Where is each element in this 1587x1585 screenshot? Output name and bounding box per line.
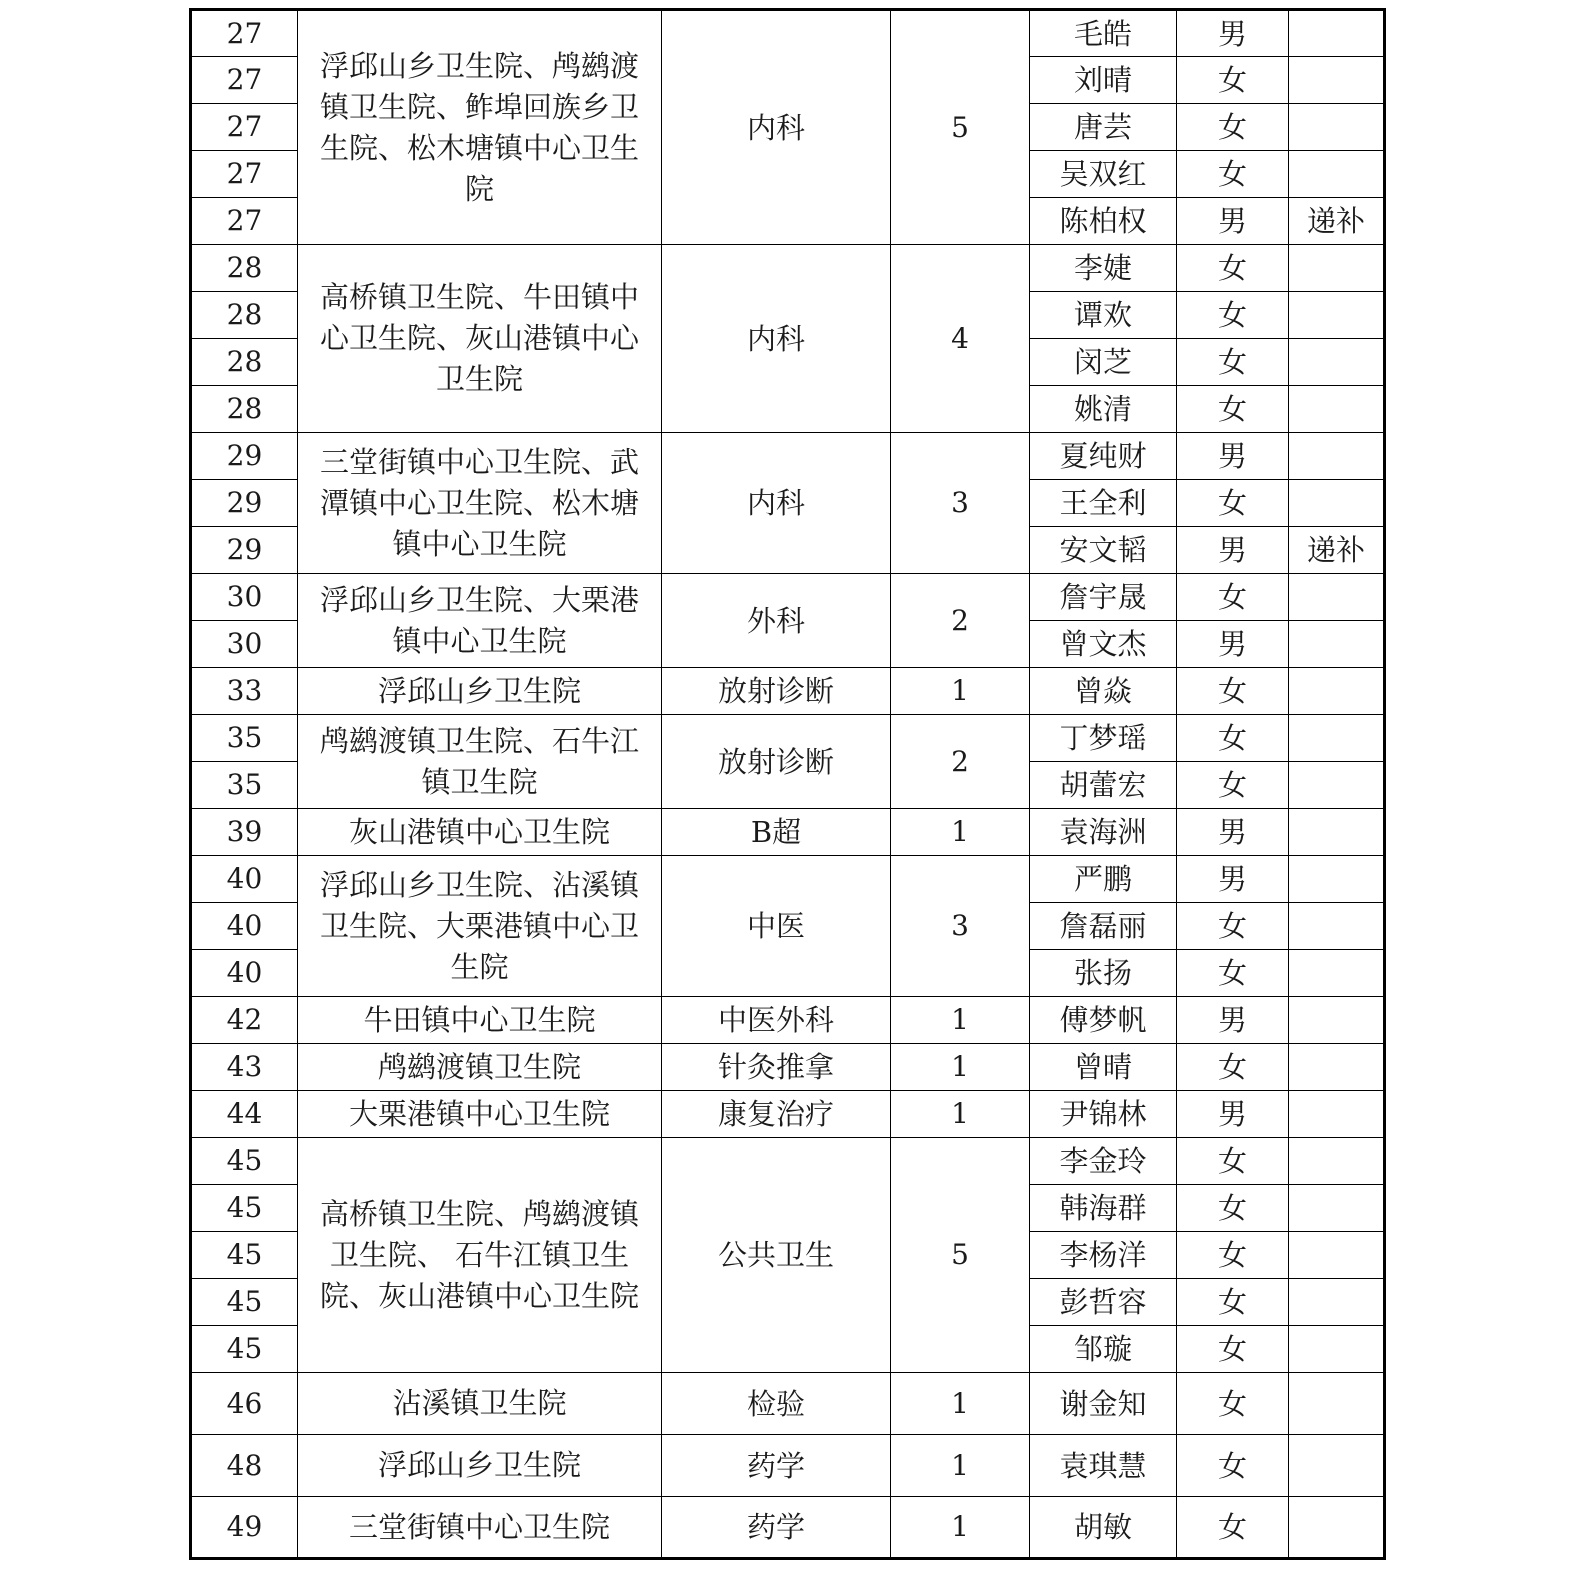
note-cell — [1289, 1138, 1385, 1185]
note-cell — [1289, 903, 1385, 950]
post-number-cell: 46 — [191, 1373, 298, 1435]
gender-cell: 女 — [1177, 903, 1289, 950]
count-cell: 1 — [891, 1435, 1030, 1497]
post-number-cell: 27 — [191, 198, 298, 245]
count-cell: 4 — [891, 245, 1030, 433]
unit-cell: 高桥镇卫生院、牛田镇中心卫生院、灰山港镇中心卫生院 — [298, 245, 662, 433]
unit-cell: 浮邱山乡卫生院、大栗港镇中心卫生院 — [298, 574, 662, 668]
gender-cell: 男 — [1177, 527, 1289, 574]
gender-cell: 女 — [1177, 1232, 1289, 1279]
table-row — [191, 997, 1385, 1044]
name-cell: 丁梦瑶 — [1030, 715, 1177, 762]
unit-cell: 牛田镇中心卫生院 — [298, 997, 662, 1044]
note-cell — [1289, 104, 1385, 151]
name-cell: 吴双红 — [1030, 151, 1177, 198]
major-cell: 针灸推拿 — [662, 1044, 891, 1091]
note-cell — [1289, 151, 1385, 198]
name-cell: 袁琪慧 — [1030, 1435, 1177, 1497]
note-cell — [1289, 1373, 1385, 1435]
table-row — [191, 809, 1385, 856]
post-number-cell: 49 — [191, 1497, 298, 1559]
table-row — [191, 668, 1385, 715]
gender-cell: 女 — [1177, 574, 1289, 621]
note-cell — [1289, 1185, 1385, 1232]
gender-cell: 女 — [1177, 1279, 1289, 1326]
post-number-cell: 35 — [191, 715, 298, 762]
name-cell: 彭哲容 — [1030, 1279, 1177, 1326]
gender-cell: 女 — [1177, 57, 1289, 104]
post-number-cell: 45 — [191, 1138, 298, 1185]
note-cell — [1289, 715, 1385, 762]
post-number-cell: 27 — [191, 151, 298, 198]
post-number-cell: 48 — [191, 1435, 298, 1497]
gender-cell: 女 — [1177, 1044, 1289, 1091]
major-cell: B超 — [662, 809, 891, 856]
gender-cell: 男 — [1177, 621, 1289, 668]
gender-cell: 男 — [1177, 10, 1289, 57]
name-cell: 严鹏 — [1030, 856, 1177, 903]
gender-cell: 女 — [1177, 1497, 1289, 1559]
name-cell: 韩海群 — [1030, 1185, 1177, 1232]
gender-cell: 女 — [1177, 1138, 1289, 1185]
gender-cell: 男 — [1177, 433, 1289, 480]
post-number-cell: 40 — [191, 903, 298, 950]
table-body — [191, 10, 1385, 1559]
note-cell — [1289, 809, 1385, 856]
post-number-cell: 29 — [191, 480, 298, 527]
count-cell: 3 — [891, 856, 1030, 997]
unit-cell: 灰山港镇中心卫生院 — [298, 809, 662, 856]
table-row — [191, 856, 1385, 903]
name-cell: 詹磊丽 — [1030, 903, 1177, 950]
post-number-cell: 28 — [191, 339, 298, 386]
post-number-cell: 45 — [191, 1232, 298, 1279]
major-cell: 中医 — [662, 856, 891, 997]
name-cell: 李婕 — [1030, 245, 1177, 292]
gender-cell: 女 — [1177, 762, 1289, 809]
name-cell: 袁海洲 — [1030, 809, 1177, 856]
gender-cell: 女 — [1177, 668, 1289, 715]
note-cell — [1289, 950, 1385, 997]
major-cell: 公共卫生 — [662, 1138, 891, 1373]
gender-cell: 女 — [1177, 245, 1289, 292]
table-row — [191, 433, 1385, 480]
unit-cell: 浮邱山乡卫生院、沾溪镇卫生院、大栗港镇中心卫生院 — [298, 856, 662, 997]
count-cell: 2 — [891, 574, 1030, 668]
gender-cell: 男 — [1177, 1091, 1289, 1138]
post-number-cell: 35 — [191, 762, 298, 809]
post-number-cell: 30 — [191, 621, 298, 668]
note-cell — [1289, 10, 1385, 57]
note-cell — [1289, 57, 1385, 104]
note-cell — [1289, 245, 1385, 292]
unit-cell: 大栗港镇中心卫生院 — [298, 1091, 662, 1138]
table-row — [191, 10, 1385, 57]
major-cell: 内科 — [662, 433, 891, 574]
name-cell: 陈柏权 — [1030, 198, 1177, 245]
major-cell: 中医外科 — [662, 997, 891, 1044]
table-row — [191, 1044, 1385, 1091]
post-number-cell: 39 — [191, 809, 298, 856]
post-number-cell: 29 — [191, 527, 298, 574]
note-cell — [1289, 480, 1385, 527]
post-number-cell: 45 — [191, 1185, 298, 1232]
table-row — [191, 574, 1385, 621]
unit-cell: 鸬鹚渡镇卫生院 — [298, 1044, 662, 1091]
major-cell: 药学 — [662, 1497, 891, 1559]
gender-cell: 女 — [1177, 104, 1289, 151]
major-cell: 康复治疗 — [662, 1091, 891, 1138]
gender-cell: 女 — [1177, 1435, 1289, 1497]
name-cell: 谭欢 — [1030, 292, 1177, 339]
post-number-cell: 43 — [191, 1044, 298, 1091]
name-cell: 胡敏 — [1030, 1497, 1177, 1559]
count-cell: 5 — [891, 1138, 1030, 1373]
name-cell: 曾文杰 — [1030, 621, 1177, 668]
unit-cell: 沾溪镇卫生院 — [298, 1373, 662, 1435]
gender-cell: 男 — [1177, 198, 1289, 245]
count-cell: 2 — [891, 715, 1030, 809]
name-cell: 毛皓 — [1030, 10, 1177, 57]
name-cell: 谢金知 — [1030, 1373, 1177, 1435]
gender-cell: 男 — [1177, 997, 1289, 1044]
note-cell: 递补 — [1289, 198, 1385, 245]
major-cell: 药学 — [662, 1435, 891, 1497]
name-cell: 曾晴 — [1030, 1044, 1177, 1091]
note-cell — [1289, 1091, 1385, 1138]
note-cell: 递补 — [1289, 527, 1385, 574]
post-number-cell: 27 — [191, 104, 298, 151]
note-cell — [1289, 339, 1385, 386]
table-row — [191, 245, 1385, 292]
count-cell: 1 — [891, 997, 1030, 1044]
count-cell: 1 — [891, 1091, 1030, 1138]
gender-cell: 女 — [1177, 1185, 1289, 1232]
note-cell — [1289, 668, 1385, 715]
gender-cell: 女 — [1177, 1373, 1289, 1435]
name-cell: 李杨洋 — [1030, 1232, 1177, 1279]
unit-cell: 鸬鹚渡镇卫生院、石牛江镇卫生院 — [298, 715, 662, 809]
post-number-cell: 42 — [191, 997, 298, 1044]
name-cell: 姚清 — [1030, 386, 1177, 433]
major-cell: 内科 — [662, 10, 891, 245]
note-cell — [1289, 1326, 1385, 1373]
post-number-cell: 40 — [191, 950, 298, 997]
table-row — [191, 1497, 1385, 1559]
gender-cell: 女 — [1177, 386, 1289, 433]
name-cell: 唐芸 — [1030, 104, 1177, 151]
gender-cell: 男 — [1177, 856, 1289, 903]
post-number-cell: 45 — [191, 1279, 298, 1326]
note-cell — [1289, 856, 1385, 903]
name-cell: 李金玲 — [1030, 1138, 1177, 1185]
major-cell: 放射诊断 — [662, 668, 891, 715]
name-cell: 张扬 — [1030, 950, 1177, 997]
count-cell: 3 — [891, 433, 1030, 574]
note-cell — [1289, 433, 1385, 480]
table-row — [191, 1373, 1385, 1435]
major-cell: 外科 — [662, 574, 891, 668]
personnel-table — [189, 8, 1386, 1560]
gender-cell: 女 — [1177, 715, 1289, 762]
gender-cell: 女 — [1177, 151, 1289, 198]
note-cell — [1289, 1232, 1385, 1279]
post-number-cell: 28 — [191, 292, 298, 339]
name-cell: 夏纯财 — [1030, 433, 1177, 480]
note-cell — [1289, 1435, 1385, 1497]
note-cell — [1289, 1279, 1385, 1326]
post-number-cell: 33 — [191, 668, 298, 715]
unit-cell: 浮邱山乡卫生院、鸬鹚渡镇卫生院、鲊埠回族乡卫生院、松木塘镇中心卫生院 — [298, 10, 662, 245]
major-cell: 检验 — [662, 1373, 891, 1435]
gender-cell: 女 — [1177, 950, 1289, 997]
table-row — [191, 1091, 1385, 1138]
unit-cell: 三堂街镇中心卫生院、武潭镇中心卫生院、松木塘镇中心卫生院 — [298, 433, 662, 574]
post-number-cell: 27 — [191, 10, 298, 57]
gender-cell: 女 — [1177, 292, 1289, 339]
post-number-cell: 28 — [191, 386, 298, 433]
post-number-cell: 28 — [191, 245, 298, 292]
post-number-cell: 45 — [191, 1326, 298, 1373]
unit-cell: 三堂街镇中心卫生院 — [298, 1497, 662, 1559]
note-cell — [1289, 1497, 1385, 1559]
unit-cell: 高桥镇卫生院、鸬鹚渡镇卫生院、 石牛江镇卫生院、灰山港镇中心卫生院 — [298, 1138, 662, 1373]
count-cell: 5 — [891, 10, 1030, 245]
name-cell: 安文韬 — [1030, 527, 1177, 574]
note-cell — [1289, 1044, 1385, 1091]
name-cell: 闵芝 — [1030, 339, 1177, 386]
gender-cell: 女 — [1177, 480, 1289, 527]
table-row — [191, 715, 1385, 762]
name-cell: 王全利 — [1030, 480, 1177, 527]
name-cell: 曾焱 — [1030, 668, 1177, 715]
note-cell — [1289, 762, 1385, 809]
unit-cell: 浮邱山乡卫生院 — [298, 668, 662, 715]
name-cell: 詹宇晟 — [1030, 574, 1177, 621]
gender-cell: 男 — [1177, 809, 1289, 856]
gender-cell: 女 — [1177, 1326, 1289, 1373]
count-cell: 1 — [891, 1497, 1030, 1559]
post-number-cell: 29 — [191, 433, 298, 480]
note-cell — [1289, 621, 1385, 668]
count-cell: 1 — [891, 1373, 1030, 1435]
name-cell: 尹锦林 — [1030, 1091, 1177, 1138]
note-cell — [1289, 997, 1385, 1044]
unit-cell: 浮邱山乡卫生院 — [298, 1435, 662, 1497]
table-row — [191, 1138, 1385, 1185]
note-cell — [1289, 292, 1385, 339]
table-row — [191, 1435, 1385, 1497]
count-cell: 1 — [891, 809, 1030, 856]
name-cell: 邹璇 — [1030, 1326, 1177, 1373]
major-cell: 放射诊断 — [662, 715, 891, 809]
post-number-cell: 40 — [191, 856, 298, 903]
note-cell — [1289, 386, 1385, 433]
post-number-cell: 27 — [191, 57, 298, 104]
name-cell: 刘晴 — [1030, 57, 1177, 104]
name-cell: 胡蕾宏 — [1030, 762, 1177, 809]
count-cell: 1 — [891, 1044, 1030, 1091]
major-cell: 内科 — [662, 245, 891, 433]
note-cell — [1289, 574, 1385, 621]
name-cell: 傅梦帆 — [1030, 997, 1177, 1044]
gender-cell: 女 — [1177, 339, 1289, 386]
count-cell: 1 — [891, 668, 1030, 715]
post-number-cell: 44 — [191, 1091, 298, 1138]
post-number-cell: 30 — [191, 574, 298, 621]
